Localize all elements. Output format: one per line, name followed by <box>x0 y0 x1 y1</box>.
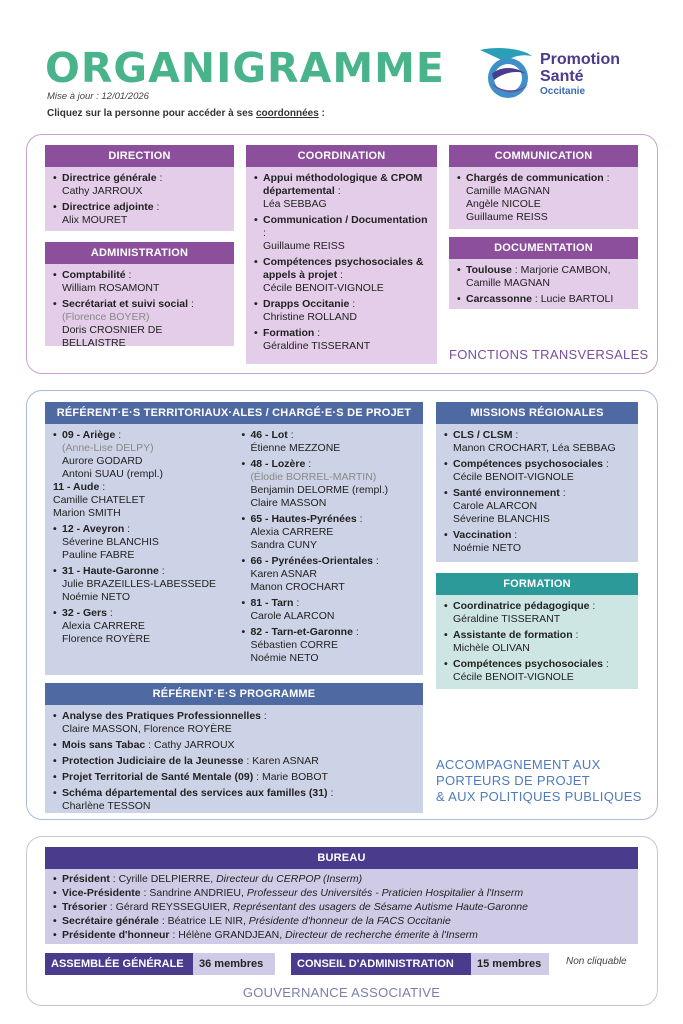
ca-label: CONSEIL D'ADMINISTRATION <box>291 953 471 975</box>
territorial-col-2 <box>241 429 415 669</box>
list-item[interactable]: • Analyse des Pratiques Professionnelles : Claire MASSON, Florence ROYÈRE <box>53 710 415 736</box>
ca-count: 15 membres <box>471 953 549 975</box>
communication-box <box>449 145 638 229</box>
list-item[interactable]: • 81 - Tarn : Carole ALARCON <box>241 597 415 623</box>
page-title: ORGANIGRAMME <box>45 44 445 92</box>
list-item[interactable]: • Projet Territorial de Santé Mentale (09) : Marie BOBOT <box>53 771 415 784</box>
documentation-header: DOCUMENTATION <box>449 237 638 259</box>
list-item[interactable]: • Directrice générale : Cathy JARROUX <box>53 172 226 198</box>
list-item[interactable]: • Chargés de communication : Camille MAGNAN Angèle NICOLE Guillaume REISS <box>457 172 630 224</box>
list-item[interactable]: • Drapps Occitanie : Christine ROLLAND <box>254 298 429 324</box>
list-item[interactable]: • Compétences psychosociales & appels à projet : Cécile BENOIT-VIGNOLE <box>254 256 429 295</box>
list-item: • Présidente d'honneur : Hélène GRANDJEAN, Directeur de recherche émerite à l'Inserm <box>53 929 630 942</box>
programme-header: RÉFÉRENT·E·S PROGRAMME <box>45 683 423 705</box>
update-date: Mise à jour : 12/01/2026 <box>47 91 149 102</box>
list-item[interactable]: • Directrice adjointe : Alix MOURET <box>53 201 226 227</box>
list-item[interactable]: 11 - Aude : Camille CHATELET Marion SMITH <box>53 481 145 519</box>
list-item[interactable]: • Comptabilité : William ROSAMONT <box>53 269 226 295</box>
coordinates-link: coordonnées <box>255 108 319 119</box>
communication-header: COMMUNICATION <box>449 145 638 167</box>
list-item[interactable]: • 31 - Haute-Garonne : Julie BRAZEILLES-LABESSEDE Noémie NETO <box>53 565 241 604</box>
ag-label: ASSEMBLÉE GÉNÉRALE <box>45 953 193 975</box>
administration-box <box>45 242 234 349</box>
list-item[interactable]: • Assistante de formation : Michèle OLIVAN <box>444 629 630 655</box>
list-item: • Secrétaire générale : Béatrice LE NIR, Présidente d'honneur de la FACS Occitanie <box>53 915 630 928</box>
list-item[interactable]: • 66 - Pyrénées-Orientales : Karen ASNAR Manon CROCHART <box>241 555 415 594</box>
list-item[interactable]: • 82 - Tarn-et-Garonne : Sébastien CORRE Noémie NETO <box>241 626 415 665</box>
list-item[interactable]: • 65 - Hautes-Pyrénées : Alexia CARRERE Sandra CUNY <box>241 513 415 552</box>
list-item[interactable]: • Compétences psychosociales : Cécile BENOIT-VIGNOLE <box>444 458 630 484</box>
list-item: • Président : Cyrille DELPIERRE, Directeur du CERPOP (Inserm) <box>53 873 630 886</box>
bureau-header: BUREAU <box>45 847 638 869</box>
list-item[interactable]: • Protection Judiciaire de la Jeunesse : Karen ASNAR <box>53 755 415 768</box>
list-item: • Trésorier : Gérard REYSSEGUIER, Représentant des usagers de Sésame Autisme Haute-Garonne <box>53 901 630 914</box>
list-item[interactable]: • 12 - Aveyron : Séverine BLANCHIS Pauline FABRE <box>53 523 241 562</box>
list-item[interactable]: • Coordinatrice pédagogique : Géraldine TISSERANT <box>444 600 630 626</box>
programme-box <box>45 683 423 813</box>
instruction-text: Cliquez sur la personne pour accéder à ses coordonnées : <box>47 108 325 119</box>
conseil-administration <box>291 953 549 975</box>
territorial-header: RÉFÉRENT·E·S TERRITORIAUX·ALES / CHARGÉ·E·S DE PROJET <box>45 402 423 424</box>
bureau-box <box>45 847 638 944</box>
list-item[interactable]: • Compétences psychosociales : Cécile BENOIT-VIGNOLE <box>444 658 630 684</box>
list-item[interactable]: • Santé environnement : Carole ALARCON Séverine BLANCHIS <box>444 487 630 526</box>
territorial-col-1 <box>53 429 241 669</box>
section-label-accompagnement: ACCOMPAGNEMENT AUX PORTEURS DE PROJET & AUX POLITIQUES PUBLIQUES <box>436 757 642 804</box>
coordination-box <box>246 145 437 364</box>
list-item[interactable]: • CLS / CLSM : Manon CROCHART, Léa SEBBAG <box>444 429 630 455</box>
missions-box <box>436 402 638 562</box>
list-item[interactable]: • Carcassonne : Lucie BARTOLI <box>457 293 630 306</box>
list-item[interactable]: • 32 - Gers : Alexia CARRERE Florence ROYÈRE <box>53 607 241 646</box>
assemblee-generale <box>45 953 275 975</box>
list-item[interactable]: • Formation : Géraldine TISSERANT <box>254 327 429 353</box>
list-item[interactable]: • Vaccination : Noémie NETO <box>444 529 630 555</box>
logo: Promotion Santé Occitanie <box>540 51 620 97</box>
documentation-box <box>449 237 638 309</box>
territorial-box <box>45 402 423 675</box>
list-item[interactable]: • 09 - Ariège : (Anne-Lise DELPY) Aurore GODARD Antoni SUAU (rempl.) <box>53 429 241 481</box>
list-item[interactable]: • Toulouse : Marjorie CAMBON, Camille MAGNAN <box>457 264 630 290</box>
list-item[interactable]: • 46 - Lot : Étienne MEZZONE <box>241 429 415 455</box>
section-label-gouvernance: GOUVERNANCE ASSOCIATIVE <box>242 985 441 1000</box>
formation-box <box>436 573 638 689</box>
direction-box <box>45 145 234 231</box>
list-item[interactable]: • 48 - Lozère : (Élodie BORREL-MARTIN) Benjamin DELORME (rempl.) Claire MASSON <box>241 458 415 510</box>
direction-header: DIRECTION <box>45 145 234 167</box>
missions-header: MISSIONS RÉGIONALES <box>436 402 638 424</box>
formation-header: FORMATION <box>436 573 638 595</box>
list-item[interactable]: • Appui méthodologique & CPOM départemental : Léa SEBBAG <box>254 172 429 211</box>
section-label-transversal: FONCTIONS TRANSVERSALES <box>449 347 649 362</box>
list-item[interactable]: • Secrétariat et suivi social : (Florence BOYER) Doris CROSNIER DE BELLAISTRE <box>53 298 226 350</box>
administration-header: ADMINISTRATION <box>45 242 234 264</box>
list-item[interactable]: • Communication / Documentation : Guillaume REISS <box>254 214 429 253</box>
ag-count: 36 membres <box>193 953 275 975</box>
logo-mark-icon <box>476 44 538 102</box>
non-cliquable-note: Non cliquable <box>566 956 627 967</box>
list-item: • Vice-Présidente : Sandrine ANDRIEU, Professeur des Universités - Praticien Hospitalier à l'Inserm <box>53 887 630 900</box>
list-item[interactable]: • Mois sans Tabac : Cathy JARROUX <box>53 739 415 752</box>
list-item[interactable]: • Schéma départemental des services aux familles (31) : Charlène TESSON <box>53 787 415 813</box>
coordination-header: COORDINATION <box>246 145 437 167</box>
